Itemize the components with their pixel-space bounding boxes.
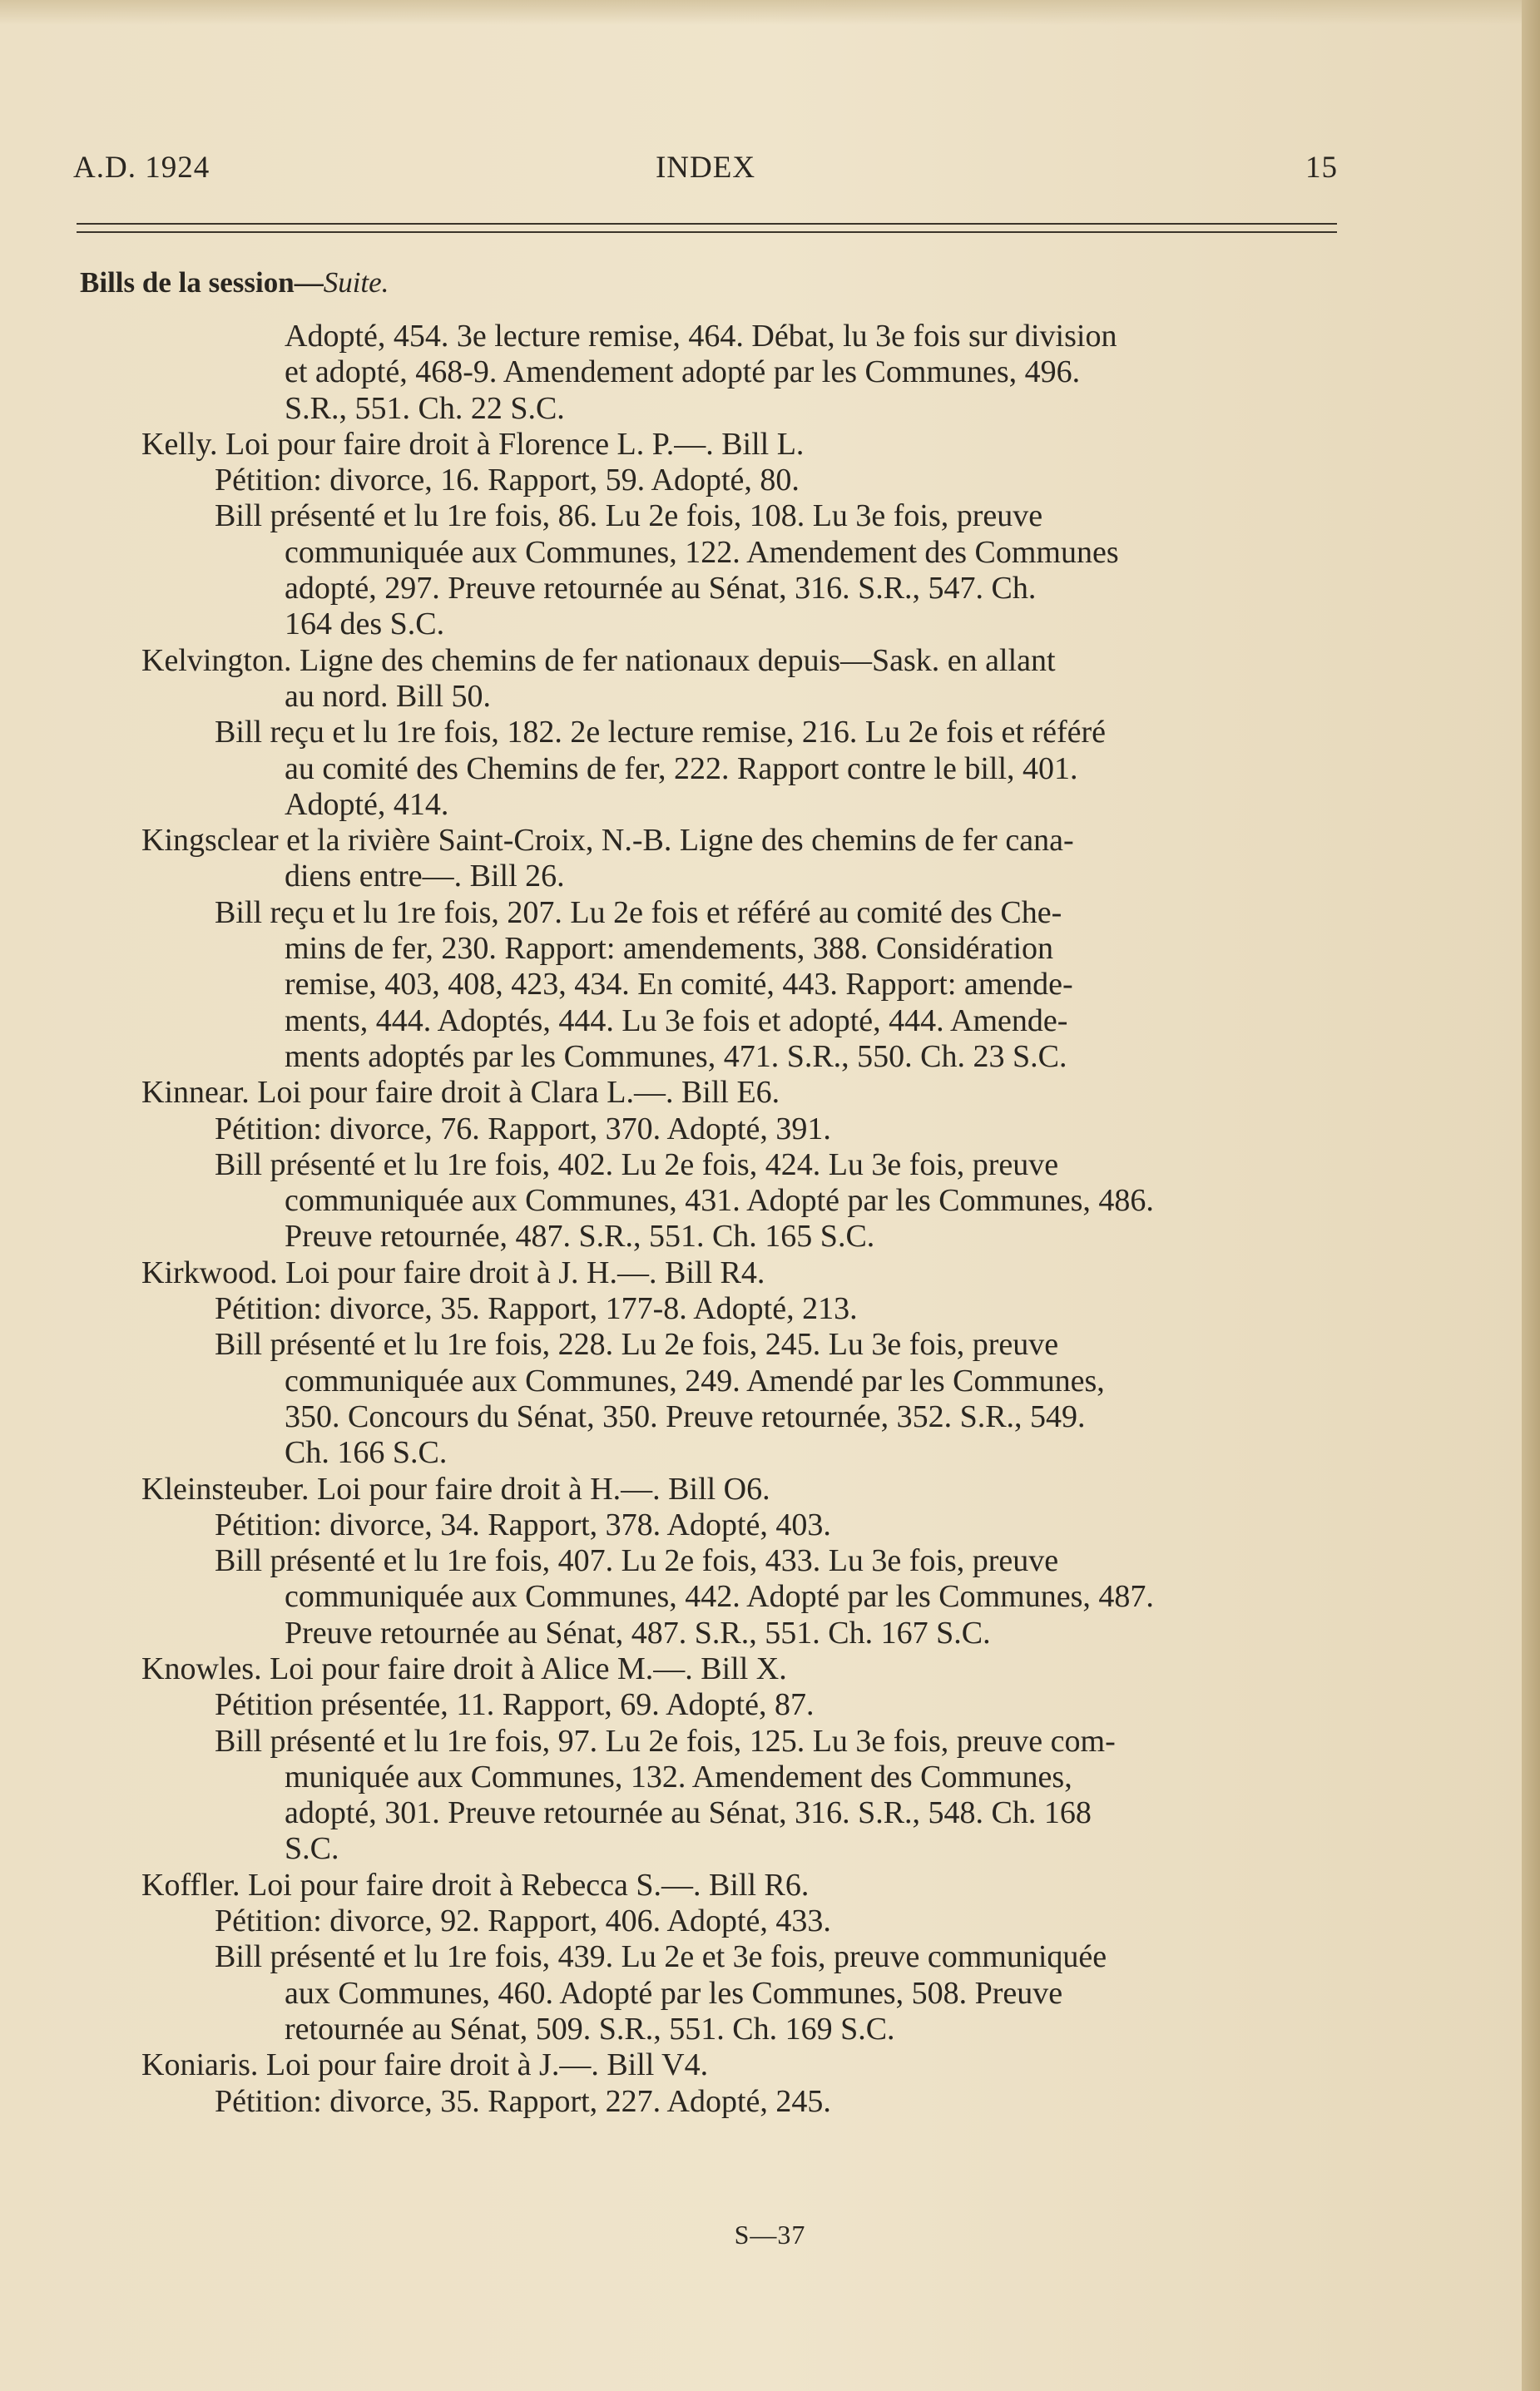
- index-entry-line: Bill présenté et lu 1re fois, 439. Lu 2e et 3e fois, preuve communiquée: [215, 1939, 1107, 1975]
- index-entry-line: Bill reçu et lu 1re fois, 207. Lu 2e fois et référé au comité des Che-: [215, 894, 1062, 930]
- index-entry-line: et adopté, 468-9. Amendement adopté par les Communes, 496.: [285, 354, 1081, 390]
- index-entry-line: Pétition présentée, 11. Rapport, 69. Adopté, 87.: [215, 1687, 815, 1723]
- header-rule-top: [77, 223, 1337, 225]
- index-entry-line: diens entre—. Bill 26.: [285, 859, 565, 894]
- index-entry-heading: Koniaris. Loi pour faire droit à J.—. Bill V4.: [141, 2047, 709, 2083]
- index-entry-line: Bill présenté et lu 1re fois, 228. Lu 2e fois, 245. Lu 3e fois, preuve: [215, 1327, 1059, 1363]
- index-entry-line: Adopté, 414.: [285, 786, 449, 822]
- index-entry-line: Bill présenté et lu 1re fois, 97. Lu 2e fois, 125. Lu 3e fois, preuve com-: [215, 1723, 1116, 1759]
- index-entry-line: ments, 444. Adoptés, 444. Lu 3e fois et adopté, 444. Amende-: [285, 1002, 1068, 1038]
- index-entry-line: au nord. Bill 50.: [285, 678, 492, 714]
- section-title-bold: Bills de la session—: [80, 266, 324, 299]
- index-entry-line: remise, 403, 408, 423, 434. En comité, 443. Rapport: amende-: [285, 967, 1073, 1002]
- index-entry-heading: Kirkwood. Loi pour faire droit à J. H.—. Bill R4.: [141, 1255, 765, 1290]
- index-entry-line: Ch. 166 S.C.: [285, 1435, 448, 1471]
- index-entry-heading: Kingsclear et la rivière Saint-Croix, N.-B. Ligne des chemins de fer cana-: [141, 823, 1074, 859]
- index-entry-line: Pétition: divorce, 92. Rapport, 406. Adopté, 433.: [215, 1903, 831, 1939]
- header-year: A.D. 1924: [73, 151, 210, 185]
- index-entry-line: Pétition: divorce, 35. Rapport, 227. Adopté, 245.: [215, 2083, 831, 2119]
- index-entry-line: adopté, 301. Preuve retournée au Sénat, 316. S.R., 548. Ch. 168: [285, 1795, 1092, 1831]
- index-entry-line: au comité des Chemins de fer, 222. Rapport contre le bill, 401.: [285, 750, 1078, 786]
- index-entry-line: Bill présenté et lu 1re fois, 86. Lu 2e fois, 108. Lu 3e fois, preuve: [215, 498, 1043, 534]
- index-entry-line: muniquée aux Communes, 132. Amendement des Communes,: [285, 1759, 1072, 1794]
- index-entry-line: 350. Concours du Sénat, 350. Preuve retournée, 352. S.R., 549.: [285, 1398, 1086, 1434]
- running-header: [73, 150, 1338, 200]
- index-entry-line: communiquée aux Communes, 442. Adopté par les Communes, 487.: [285, 1579, 1154, 1615]
- index-entry-line: Adopté, 454. 3e lecture remise, 464. Débat, lu 3e fois sur division: [285, 319, 1117, 354]
- index-entry-heading: Koffler. Loi pour faire droit à Rebecca S.—. Bill R6.: [141, 1867, 810, 1903]
- index-entry-line: communiquée aux Communes, 431. Adopté par les Communes, 486.: [285, 1183, 1154, 1219]
- index-entry-line: Bill présenté et lu 1re fois, 407. Lu 2e fois, 433. Lu 3e fois, preuve: [215, 1543, 1059, 1579]
- index-entry-line: Preuve retournée au Sénat, 487. S.R., 551. Ch. 167 S.C.: [285, 1615, 991, 1651]
- index-entry-line: ments adoptés par les Communes, 471. S.R., 550. Ch. 23 S.C.: [285, 1038, 1067, 1074]
- index-entry-line: retournée au Sénat, 509. S.R., 551. Ch. 169 S.C.: [285, 2011, 895, 2047]
- index-entry-line: adopté, 297. Preuve retournée au Sénat, 316. S.R., 547. Ch.: [285, 571, 1037, 606]
- header-rule-bottom: [77, 231, 1337, 233]
- index-entry-line: Pétition: divorce, 35. Rapport, 177-8. Adopté, 213.: [215, 1291, 858, 1327]
- index-entry-line: Pétition: divorce, 16. Rapport, 59. Adopté, 80.: [215, 463, 800, 498]
- index-entry-line: S.R., 551. Ch. 22 S.C.: [285, 390, 565, 426]
- index-entry-line: S.C.: [285, 1831, 339, 1867]
- index-entry-line: Pétition: divorce, 34. Rapport, 378. Adopté, 403.: [215, 1507, 831, 1542]
- index-entry-heading: Kinnear. Loi pour faire droit à Clara L.—. Bill E6.: [141, 1075, 780, 1111]
- page-top-edge: [0, 0, 1540, 25]
- index-entry-line: communiquée aux Communes, 249. Amendé par les Communes,: [285, 1363, 1105, 1398]
- signature-mark: S—37: [734, 2220, 806, 2250]
- index-entry-heading: Kelvington. Ligne des chemins de fer nationaux depuis—Sask. en allant: [141, 642, 1056, 678]
- index-entry-line: Bill présenté et lu 1re fois, 402. Lu 2e fois, 424. Lu 3e fois, preuve: [215, 1146, 1059, 1182]
- header-title: INDEX: [655, 151, 756, 185]
- index-entry-line: 164 des S.C.: [285, 606, 445, 642]
- index-entry-heading: Knowles. Loi pour faire droit à Alice M.—. Bill X.: [141, 1651, 787, 1686]
- index-entry-heading: Kelly. Loi pour faire droit à Florence L. P.—. Bill L.: [141, 426, 805, 462]
- index-entry-line: Pétition: divorce, 76. Rapport, 370. Adopté, 391.: [215, 1111, 831, 1146]
- section-title: [80, 266, 389, 299]
- index-entry-line: Preuve retournée, 487. S.R., 551. Ch. 165 S.C.: [285, 1219, 875, 1255]
- index-entries: [0, 319, 1540, 2120]
- index-entry-heading: Kleinsteuber. Loi pour faire droit à H.—. Bill O6.: [141, 1471, 770, 1507]
- index-entry-line: communiquée aux Communes, 122. Amendement des Communes: [285, 534, 1119, 570]
- index-entry-line: mins de fer, 230. Rapport: amendements, 388. Considération: [285, 931, 1054, 967]
- index-entry-line: aux Communes, 460. Adopté par les Communes, 508. Preuve: [285, 1975, 1063, 2011]
- page-number: 15: [1305, 151, 1338, 185]
- section-title-italic: Suite.: [323, 266, 389, 299]
- index-entry-line: Bill reçu et lu 1re fois, 182. 2e lecture remise, 216. Lu 2e fois et référé: [215, 715, 1106, 750]
